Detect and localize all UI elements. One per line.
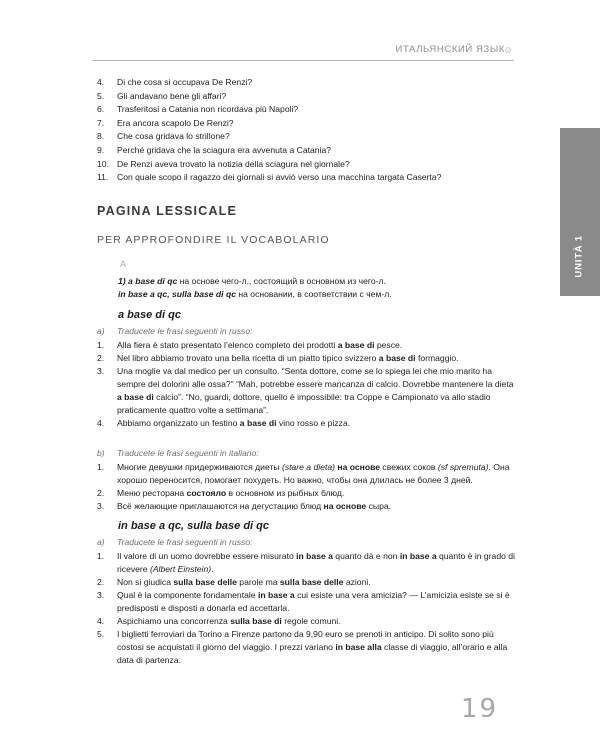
exercise-item (97, 417, 517, 430)
question-item (97, 158, 507, 172)
questions-block (97, 76, 507, 185)
item-text: Aspichiamo una concorrenza sulla base di regole comuni. (117, 616, 341, 626)
question-text: Di che cosa si occupava De Renzi? (117, 77, 253, 87)
exercise-instruction (97, 447, 517, 460)
page-number: 19 (461, 694, 499, 724)
item-number: 1. (97, 340, 105, 350)
question-item (97, 130, 507, 144)
question-list (97, 76, 507, 185)
question-number: 11. (97, 172, 109, 183)
exercise-item (97, 589, 517, 615)
question-text: Gli andavano bene gli affari? (117, 90, 227, 101)
header-mark-icon: ⊘ (504, 45, 512, 55)
item-text: Una moglie va dal medico per un consulto. “Senta dottore, come se lo spiega lei che mio marito ha sempre dei dolorini alle ossa?” “Mah, potrebbe essere mancanza di calcio. Dovrebbe mantenere la dieta a base di calcio”. “No, guardi, dottore, quello è impossibile: tra Coppe e Campionato va allo stadio praticamente quattro volte a settimana”. (117, 366, 514, 415)
definition-term: in base a qc, sulla base di qc (118, 289, 236, 299)
item-text: Меню ресторана состояло в основном из рыбных блюд. (117, 488, 345, 498)
definition-term: 1) a base di qc (118, 276, 178, 286)
exercise-instruction (97, 536, 517, 549)
item-text: Alla fiera è stato presentato l’elenco completo dei prodotti a base di pesce. (117, 340, 403, 350)
section-title: PAGINA LESSICALE (97, 204, 238, 218)
exercise-item (97, 365, 517, 417)
item-number: 4. (97, 616, 105, 626)
exercise-label: a) (97, 326, 105, 336)
question-text: Era ancora scapolo De Renzi? (117, 117, 234, 128)
question-item (97, 171, 507, 185)
unit-side-tab-label: UNITÀ 1 (573, 235, 585, 278)
question-text: Con quale scopo il ragazzo dei giornali si avviò verso una macchina targata Caserta? (117, 172, 442, 183)
question-text: Perché gridava che la sciagura era avvenuta a Catania? (117, 144, 332, 155)
question-item (97, 103, 507, 117)
exercise-item (97, 487, 517, 500)
exercise-item (97, 500, 517, 513)
exercise-item (97, 550, 517, 576)
question-number: 6. (97, 104, 105, 115)
section-subtitle: PER APPROFONDIRE IL VOCABOLARIO (97, 234, 330, 246)
exercise-items (97, 339, 517, 430)
question-number: 8. (97, 131, 105, 142)
question-text: De Renzi aveva trovato la notizia della sciagura nel giornale? (117, 158, 350, 169)
question-item (97, 144, 507, 158)
definition-meaning: на основе чего-л., состоящий в основном из чего-л. (177, 276, 386, 286)
instruction-text: Traducete le frasi seguenti in italiano: (117, 448, 259, 458)
item-text: Abbiamo organizzato un festino a base di vino rosso e pizza. (117, 418, 351, 428)
definitions-block (118, 275, 518, 301)
item-number: 1. (97, 551, 105, 561)
header-divider (92, 60, 514, 61)
exercise-items (97, 461, 517, 513)
question-text: Che cosa gridava lo strillone? (117, 131, 230, 142)
item-number: 1. (97, 462, 105, 472)
item-text: Nel libro abbiamo trovato una bella ricetta di un piatto tipico svizzero a base di formaggio. (117, 353, 459, 363)
exercise-instruction (97, 325, 517, 338)
item-text: Il valore di un uomo dovrebbe essere misurato in base a quanto dà e non in base a quanto è in grado di ricevere (Albert Einstein). (117, 551, 515, 574)
question-number: 5. (97, 90, 105, 101)
part2-exercise-a (97, 536, 517, 667)
definition-line-1 (118, 275, 518, 288)
exercise-item (97, 461, 517, 487)
running-header: ИТАЛЬЯНСКИЙ ЯЗЫК (395, 44, 505, 55)
part1-exercise-b (97, 447, 517, 513)
item-number: 4. (97, 418, 105, 428)
question-number: 10. (97, 158, 109, 169)
item-number: 5. (97, 629, 105, 639)
item-number: 3. (97, 590, 105, 600)
question-item (97, 76, 507, 90)
instruction-text: Traducete le frasi seguenti in russo: (117, 326, 253, 336)
item-text: Многие девушки придерживаются диеты (stare a dieta) на основе свежих соков (sf spremuta). Она хорошо переносится, помогает похудеть. Но важно, чтобы она длилась не более 3 дней. (117, 462, 510, 485)
item-number: 3. (97, 366, 105, 376)
part2-heading: in base a qc, sulla base di qc (118, 520, 270, 532)
section-marker: A (120, 259, 127, 269)
question-number: 4. (97, 77, 105, 87)
item-number: 2. (97, 353, 105, 363)
question-item (97, 90, 507, 104)
exercise-item (97, 352, 517, 365)
item-text: Всё желающие приглашаются на дегустацию блюд на основе сыра. (117, 501, 392, 511)
question-number: 9. (97, 144, 105, 155)
item-text: Qual è la componente fondamentale in base a cui esiste una vera amicizia? — L’amicizia esiste se si è predisposti e disposti a donarla ed accettarla. (117, 590, 510, 613)
question-number: 7. (97, 117, 105, 128)
exercise-item (97, 628, 517, 667)
definition-line-2 (118, 288, 518, 301)
item-number: 3. (97, 501, 105, 511)
part1-heading: a base di qc (118, 309, 181, 321)
item-text: Non si giudica sulla base delle parole ma sulla base delle azioni. (117, 577, 371, 587)
item-number: 2. (97, 577, 105, 587)
definition-meaning: на основании, в соответствии с чем-л. (235, 289, 392, 299)
exercise-item (97, 576, 517, 589)
part1-exercise-a (97, 325, 517, 430)
item-number: 2. (97, 488, 105, 498)
exercise-item (97, 615, 517, 628)
exercise-label: a) (97, 537, 105, 547)
question-item (97, 117, 507, 131)
exercise-items (97, 550, 517, 667)
question-text: Trasferitosi a Catania non ricordava più Napoli? (117, 104, 299, 115)
exercise-label: b) (97, 448, 105, 458)
item-text: I biglietti ferroviari da Torino a Firenze partono da 9,90 euro se prenoti in anticipo. Di solito sono più costosi se acquistati il giorno del viaggio. I prezzi variano in base alla classe di viaggio, all’orario e alla data di partenza. (117, 629, 508, 665)
exercise-item (97, 339, 517, 352)
instruction-text: Traducete le frasi seguenti in russo: (117, 537, 253, 547)
